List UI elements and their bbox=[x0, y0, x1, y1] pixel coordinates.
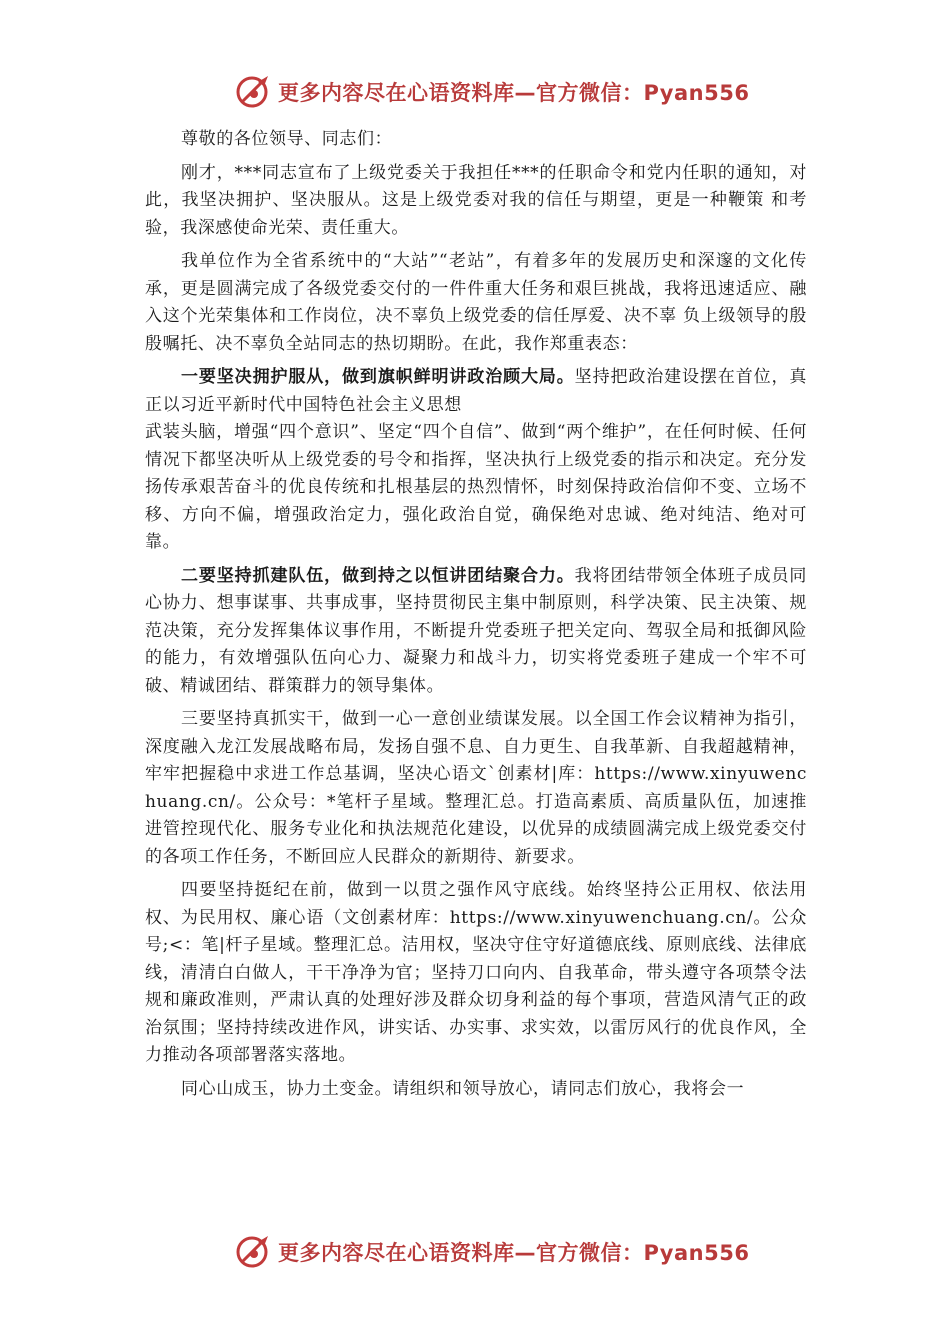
salutation: 尊敬的各位领导、同志们： bbox=[181, 129, 393, 149]
paragraph-1: 刚才，***同志宣布了上级党委关于我担任***的任职命令和党内任职的通知，对此，我坚决拥护、坚决服从。这是上级党委对我的信任与期望，更是一种鞭策 和考验，我深感使命光荣、责任重大。 bbox=[145, 162, 807, 238]
header-banner bbox=[234, 72, 749, 112]
paragraph-3-rest: 武装头脑，增强“四个意识”、坚定“四个自信”、做到“两个维护”，在任何时候、任何情况下都坚决听从上级党委的号令和指挥，坚决执行上级党委的指示和决定。充分发扬传承艰苦奋斗的优良传统和扎根基层的热烈情怀，时刻保持政治信仰不变、立场不移、方向不偏，增强政治定力，强化政治自觉，确保绝对忠诚、绝对纯洁、绝对可靠。 bbox=[145, 422, 807, 552]
paragraph-7: 同心山成玉，协力土变金。请组织和领导放心，请同志们放心，我将会一 bbox=[181, 1078, 745, 1099]
paragraph-4-heading: 二要坚持抓建队伍，做到持之以恒讲团结聚合力。 bbox=[181, 565, 575, 586]
paragraph-3-first-line bbox=[145, 364, 807, 419]
paragraph-4 bbox=[145, 563, 807, 701]
pen-logo-icon bbox=[234, 72, 274, 112]
paragraph-5: 三要坚持真抓实干，做到一心一意创业绩谋发展。以全国工作会议精神为指引，深度融入龙江发展战略布局，发扬自强不息、自力更生、自我革新、自我超越精神，牢牢把握稳中求进工作总基调，坚决心语文`创素材|库：https://www.xinyuwenchuang.cn/。公众号：*笔杆子星域。整理汇总。打造高素质、高质量队伍，加速推进管控现代化、服务专业化和执法规范化建设，以优异的成绩圆满完成上级党委交付的各项工作任务，不断回应人民群众的新期待、新要求。 bbox=[145, 709, 807, 867]
footer-banner-text: 更多内容尽在心语资料库—官方微信：Pyan556 bbox=[278, 1241, 750, 1265]
paragraph-6: 四要坚持挺纪在前，做到一以贯之强作风守底线。始终坚持公正用权、依法用权、为民用权、廉心语（文创素材库：https://www.xinyuwenchuang.cn/。公众号;<：笔|杆子星域。整理汇总。洁用权，坚决守住守好道德底线、原则底线、法律底线，清清白白做人，干干净净为官；坚持刀口向内、自我革命，带头遵守各项禁令法规和廉政准则，严肃认真的处理好涉及群众切身利益的每个事项，营造风清气正的政治氛围；坚持持续改进作风，讲实话、办实事、求实效，以雷厉风行的优良作风，全力推动各项部署落实落地。 bbox=[145, 880, 807, 1065]
paragraph-3-line1-rest: 坚持把政治建设摆在首位，真正以习近平新时代中国特色社会主义思想 bbox=[145, 367, 807, 415]
paragraph-4-rest: 我将团结带领全体班子成员同心协力、想事谋事、共事成事，坚持贯彻民主集中制原则，科学决策、民主决策、规范决策，充分发挥集体议事作用，不断提升党委班子把关定向、驾驭全局和抵御风险的能力，有效增强队伍向心力、凝聚力和战斗力，切实将党委班子建成一个牢不可破、精诚团结、群策群力的领导集体。 bbox=[145, 565, 807, 696]
footer-banner bbox=[234, 1232, 749, 1272]
paragraph-2: 我单位作为全省系统中的“大站”“老站”，有着多年的发展历史和深邃的文化传承，更是圆满完成了各级党委交付的一件件重大任务和艰巨挑战，我将迅速适应、融入这个光荣集体和工作岗位，决不辜负上级党委的信任厚爱、决不辜 负上级领导的殷殷嘱托、决不辜负全站同志的热切期盼。在此，我作郑重表态： bbox=[145, 251, 807, 354]
header-banner-text: 更多内容尽在心语资料库—官方微信：Pyan556 bbox=[278, 81, 750, 105]
pen-logo-icon bbox=[234, 1232, 274, 1272]
paragraph-3-heading: 一要坚决拥护服从，做到旗帜鲜明讲政治顾大局。 bbox=[181, 367, 575, 387]
document-body bbox=[145, 126, 807, 1103]
